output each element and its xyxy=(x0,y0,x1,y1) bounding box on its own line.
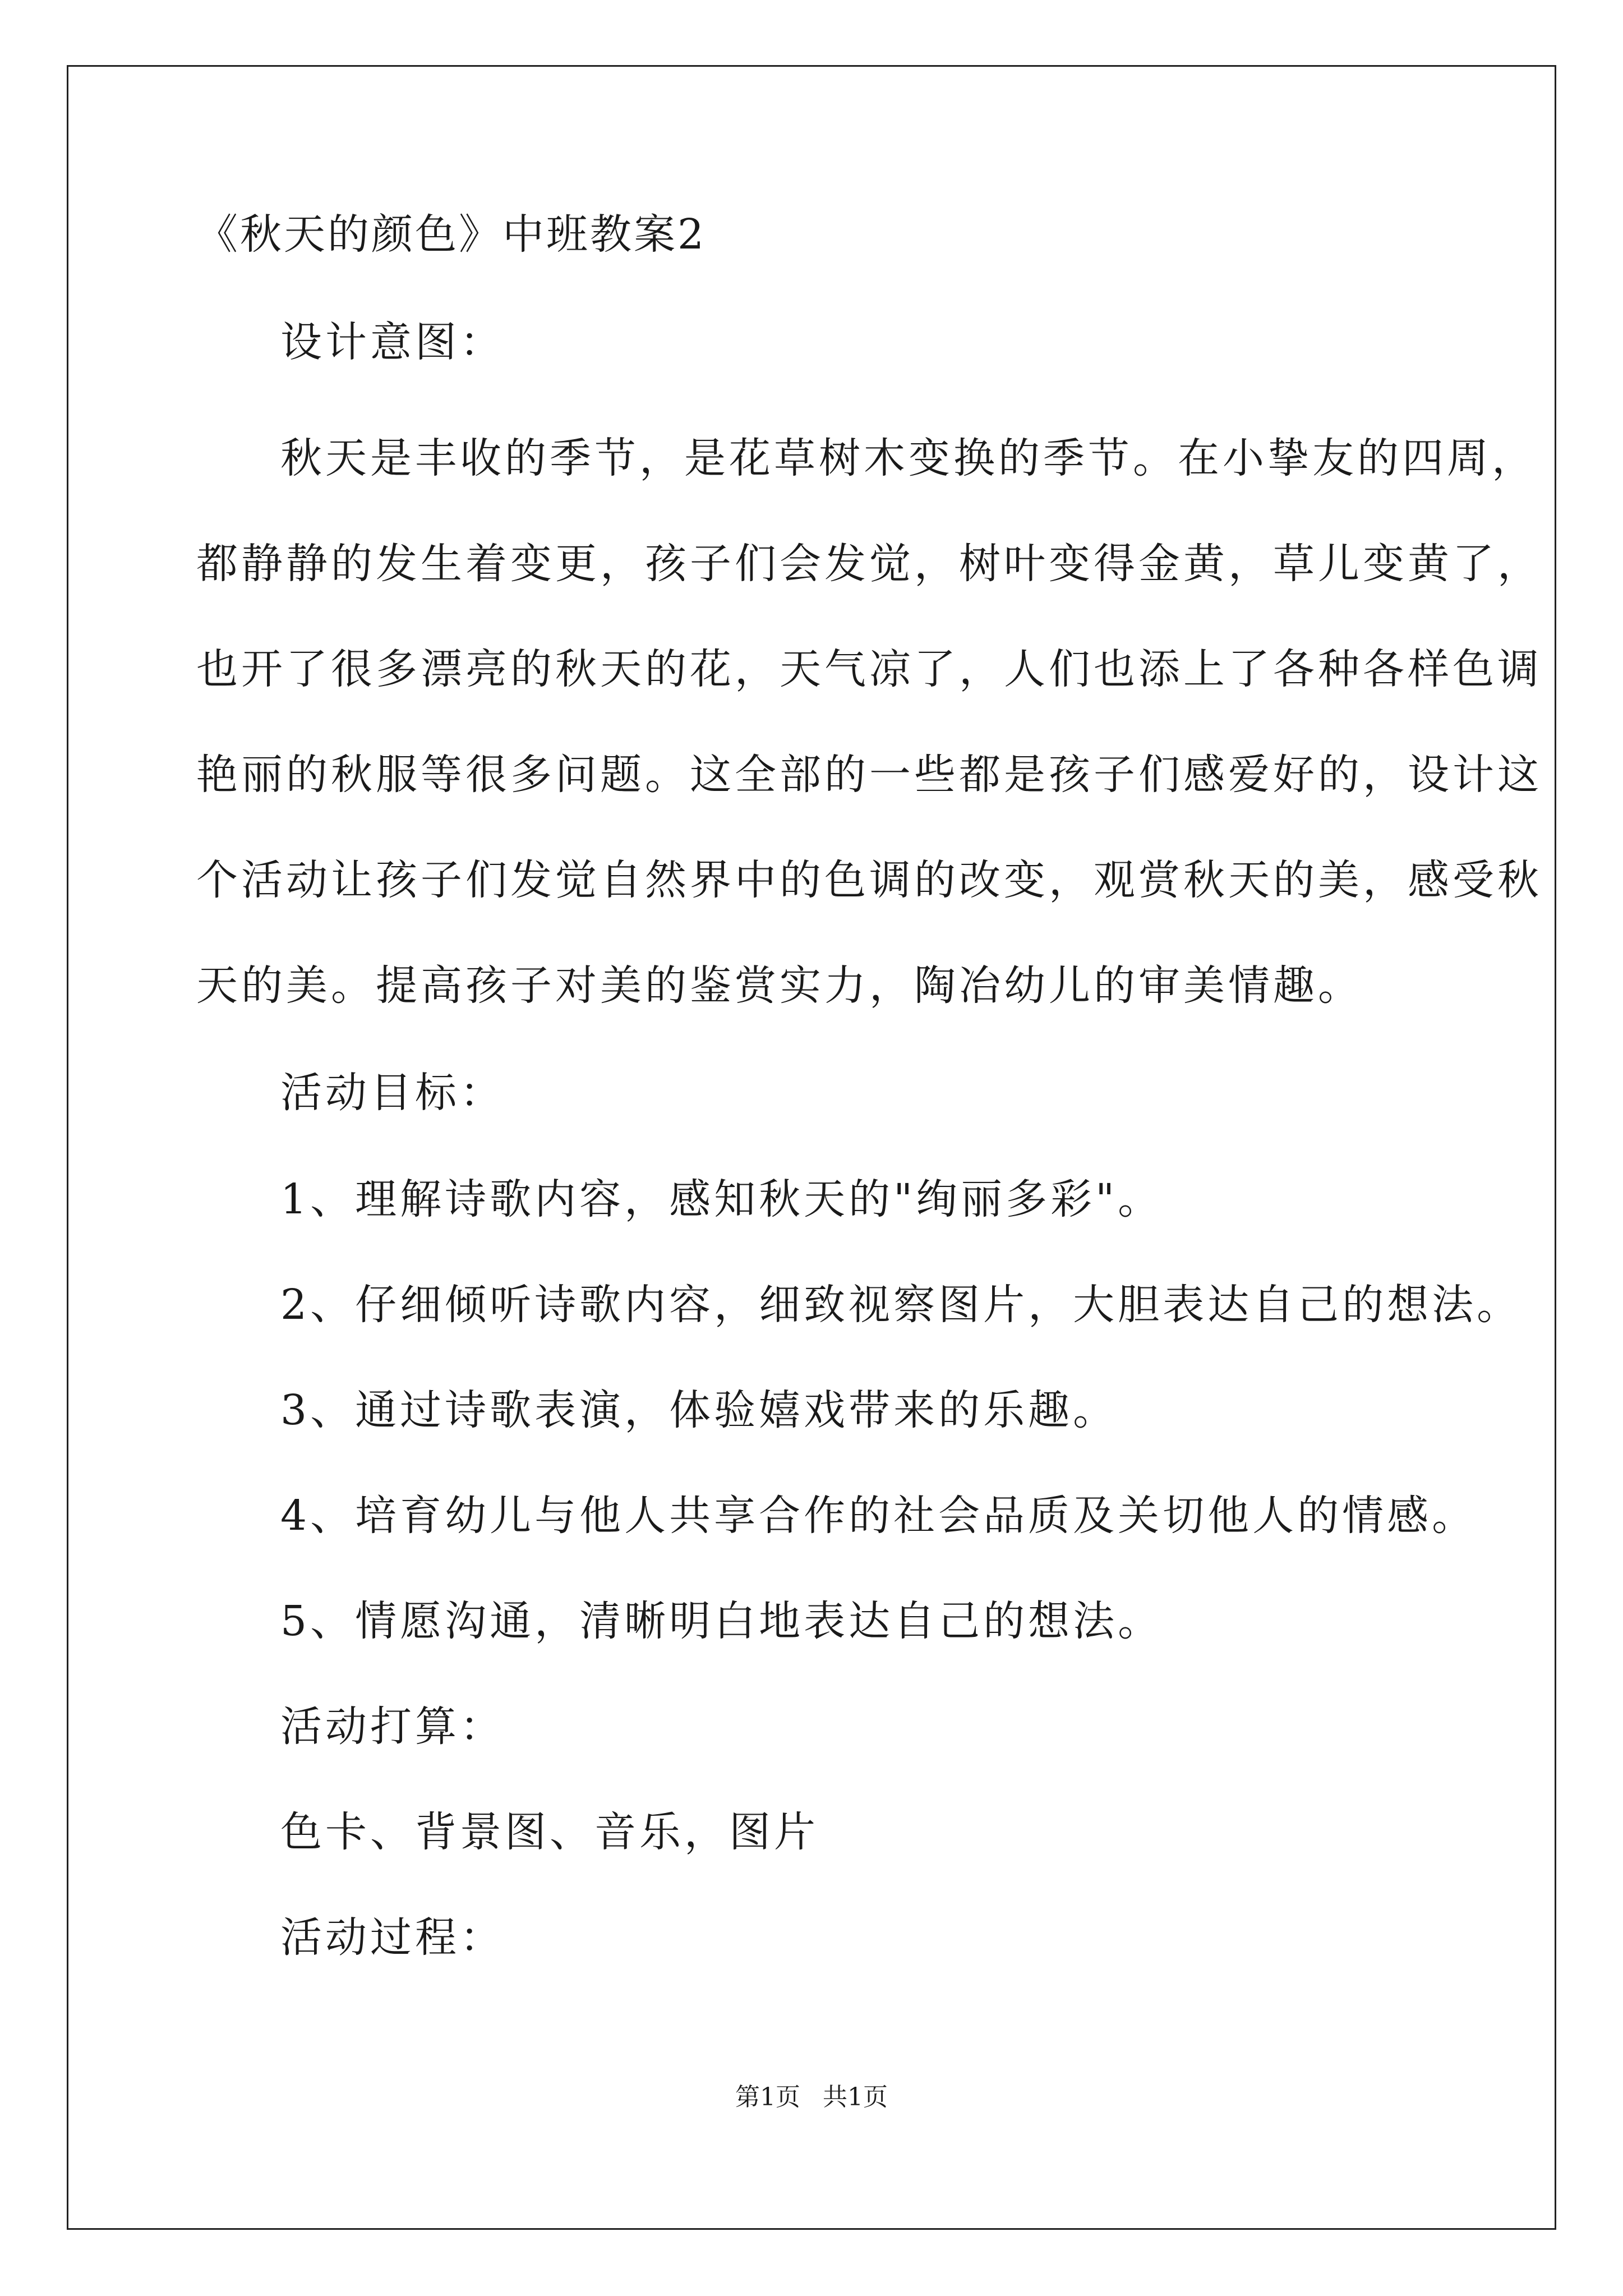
paragraph-line: 个活动让孩子们发觉自然界中的色调的改变，观赏秋天的美，感受秋 xyxy=(196,856,1542,904)
section-heading-activity-goals: 活动目标： xyxy=(280,1069,505,1117)
goal-item: 5、情愿沟通，清晰明白地表达自己的想法。 xyxy=(280,1597,1163,1645)
document-title: 《秋天的颜色》中班教案2 xyxy=(196,210,707,259)
page-number-total: 共1页 xyxy=(823,2083,888,2111)
paragraph-line: 秋天是丰收的季节，是花草树木变换的季节。在小挚友的四周， xyxy=(280,434,1537,482)
paragraph-line: 也开了很多漂亮的秋天的花，天气凉了，人们也添上了各种各样色调 xyxy=(196,645,1542,693)
section-heading-activity-process: 活动过程： xyxy=(280,1913,505,1962)
goal-item: 2、仔细倾听诗歌内容，细致视察图片，大胆表达自己的想法。 xyxy=(280,1281,1522,1329)
materials-list: 色卡、背景图、音乐，图片 xyxy=(280,1808,819,1856)
paragraph-line: 艳丽的秋服等很多问题。这全部的一些都是孩子们感爱好的，设计这 xyxy=(196,751,1542,799)
goal-item: 3、通过诗歌表演，体验嬉戏带来的乐趣。 xyxy=(280,1386,1118,1434)
goal-item: 1、理解诗歌内容，感知秋天的"绚丽多彩"。 xyxy=(280,1175,1163,1223)
paragraph-line: 天的美。提高孩子对美的鉴赏实力，陶冶幼儿的审美情趣。 xyxy=(196,961,1363,1010)
page-footer xyxy=(0,2082,1623,2113)
section-heading-design-intent: 设计意图： xyxy=(280,318,505,366)
page-border xyxy=(67,65,1556,2230)
goal-item: 4、培育幼儿与他人共享合作的社会品质及关切他人的情感。 xyxy=(280,1492,1477,1540)
paragraph-line: 都静静的发生着变更，孩子们会发觉，树叶变得金黄，草儿变黄了， xyxy=(196,540,1542,588)
section-heading-activity-preparation: 活动打算： xyxy=(280,1703,505,1751)
page-number-current: 第1页 xyxy=(735,2083,800,2111)
